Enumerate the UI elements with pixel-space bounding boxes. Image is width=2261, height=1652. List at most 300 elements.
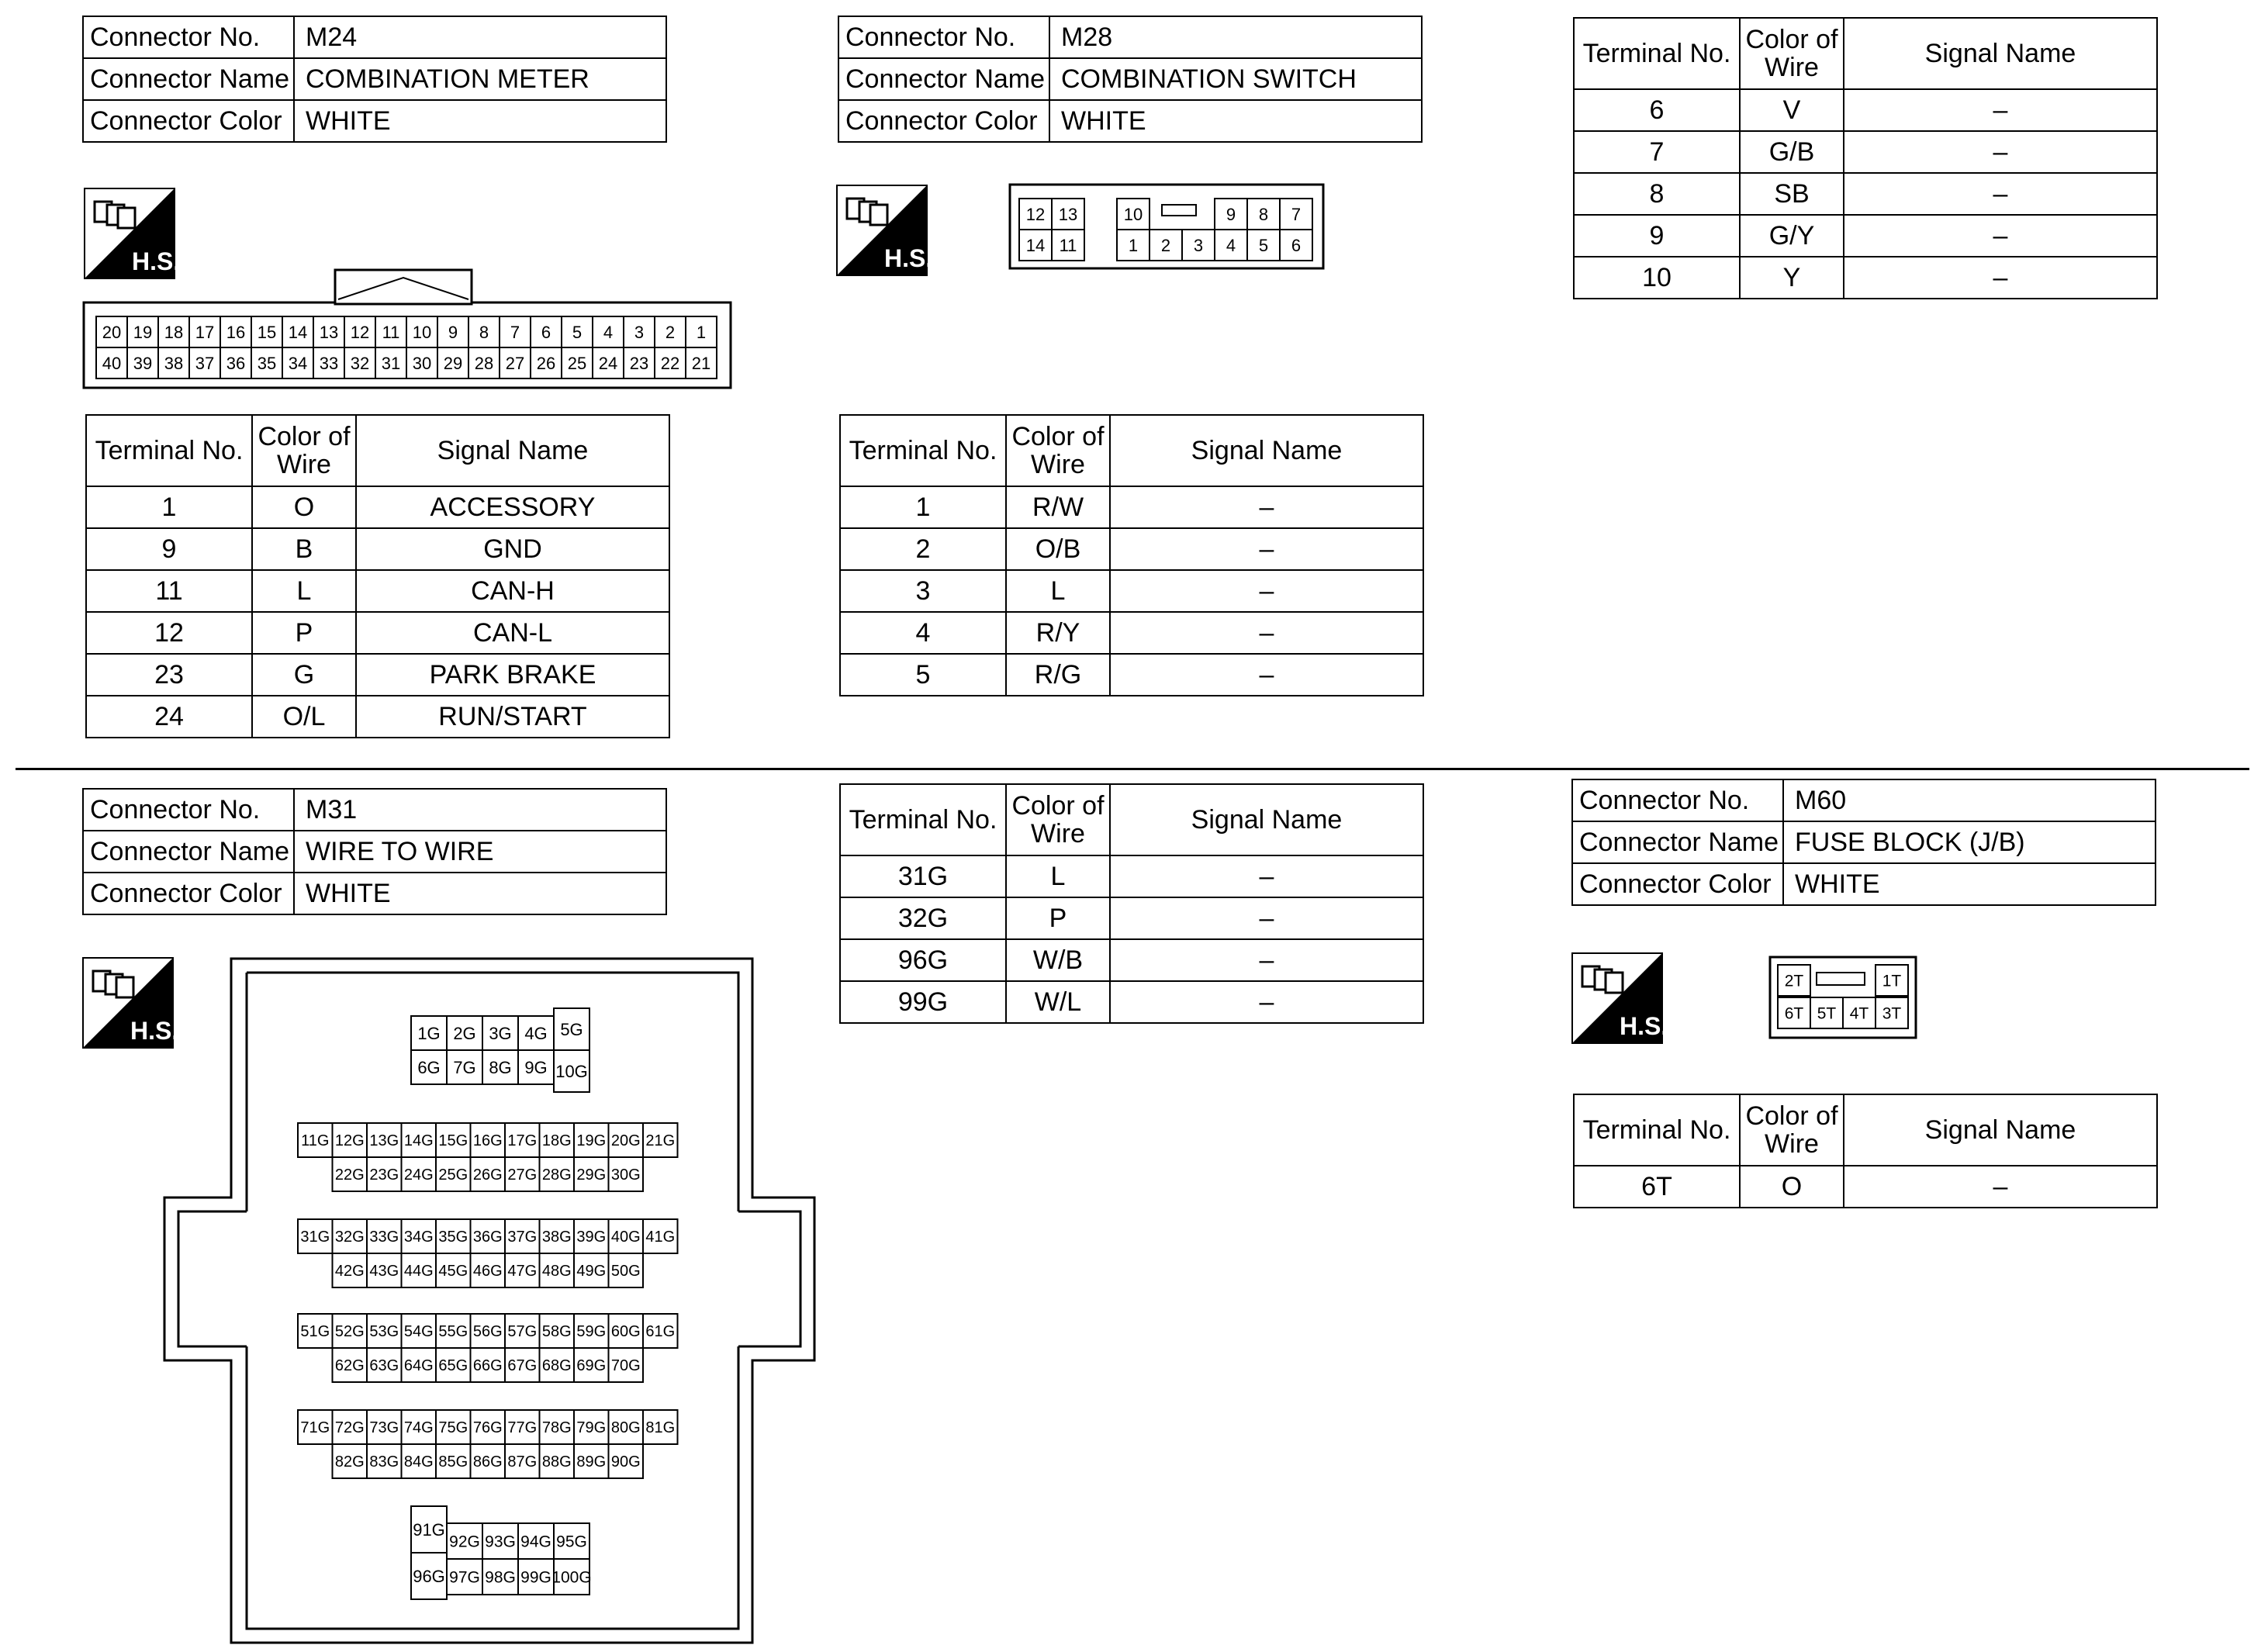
terminal-label: 31	[381, 353, 401, 373]
terminal-label: 12	[1025, 204, 1046, 224]
terminal-no: 99G	[840, 981, 1006, 1023]
table-row	[1574, 215, 2157, 257]
table-row	[840, 855, 1423, 897]
terminal-label: 72G	[334, 1419, 365, 1437]
connector-no-label: Connector No.	[83, 789, 294, 831]
m24-connector-face	[82, 264, 734, 389]
header-terminal-no: Terminal No.	[840, 415, 1006, 486]
terminal-label: 25G	[438, 1166, 468, 1184]
m31-terminal-table	[839, 783, 1424, 1024]
terminal-label: 64G	[403, 1357, 434, 1375]
table-row	[1574, 89, 2157, 131]
terminal-label: 9	[448, 322, 458, 342]
wire-color: W/B	[1006, 939, 1110, 981]
terminal-label: 95G	[556, 1533, 587, 1551]
terminal-label: 12G	[334, 1132, 365, 1150]
terminal-label: 3T	[1882, 1004, 1902, 1023]
terminal-label: 28G	[541, 1166, 572, 1184]
terminal-label: 68G	[541, 1357, 572, 1375]
terminal-no: 11	[86, 570, 252, 612]
header-wire-color: Color of Wire	[1740, 1094, 1844, 1166]
signal-name: –	[1844, 1166, 2157, 1208]
table-row	[86, 696, 669, 738]
signal-name: –	[1844, 215, 2157, 257]
connector-no-label: Connector No.	[83, 16, 294, 58]
terminal-label: 10	[412, 322, 432, 342]
terminal-no: 3	[840, 570, 1006, 612]
terminal-label: 70G	[610, 1357, 641, 1375]
m28-terminal-table-continued	[1573, 17, 2158, 299]
terminal-label: 15G	[438, 1132, 468, 1150]
terminal-label: 17	[195, 322, 215, 342]
m24-terminal-table	[85, 414, 670, 738]
terminal-label: 81G	[645, 1419, 676, 1437]
m24-connector-info	[82, 16, 667, 143]
connector-name: WIRE TO WIRE	[294, 831, 666, 873]
table-row	[86, 612, 669, 654]
terminal-no: 32G	[840, 897, 1006, 939]
terminal-label: 26	[536, 353, 556, 373]
wire-color: R/W	[1006, 486, 1110, 528]
signal-name: ACCESSORY	[356, 486, 669, 528]
terminal-label: 98G	[485, 1568, 516, 1587]
terminal-label: 44G	[403, 1263, 434, 1280]
terminal-no: 6	[1574, 89, 1740, 131]
signal-name: –	[1110, 654, 1423, 696]
terminal-label: 1	[696, 322, 707, 342]
terminal-label: 54G	[403, 1323, 434, 1341]
terminal-label: 8	[479, 322, 489, 342]
m28-connector-info	[838, 16, 1423, 143]
table-row	[1574, 173, 2157, 215]
table-row	[840, 897, 1423, 939]
terminal-label: 36G	[472, 1229, 503, 1246]
terminal-label: 14	[1025, 235, 1046, 255]
signal-name: –	[1110, 855, 1423, 897]
terminal-label: 5G	[560, 1019, 583, 1039]
terminal-label: 96G	[413, 1566, 445, 1586]
terminal-label: 11G	[301, 1132, 330, 1150]
wire-color: L	[1006, 855, 1110, 897]
terminal-no: 96G	[840, 939, 1006, 981]
terminal-label: 92G	[449, 1533, 480, 1551]
terminal-label: 58G	[541, 1323, 572, 1341]
terminal-label: 85G	[438, 1453, 468, 1471]
section-divider	[16, 768, 2249, 770]
terminal-label: 53G	[369, 1323, 399, 1341]
terminal-label: 6	[1291, 235, 1302, 255]
terminal-label: 79G	[576, 1419, 607, 1437]
terminal-label: 4	[603, 322, 614, 342]
signal-name: –	[1844, 257, 2157, 299]
wire-color: Y	[1740, 257, 1844, 299]
terminal-label: 69G	[576, 1357, 607, 1375]
connector-name: COMBINATION SWITCH	[1049, 58, 1422, 100]
connector-no: M28	[1049, 16, 1422, 58]
header-wire-color: Color of Wire	[1006, 784, 1110, 855]
terminal-label: 32G	[334, 1229, 365, 1246]
hs-label: H.S.	[884, 244, 933, 272]
terminal-label: 74G	[403, 1419, 434, 1437]
terminal-label: 10	[1123, 204, 1143, 224]
wire-color: L	[252, 570, 356, 612]
terminal-label: 6G	[417, 1057, 441, 1077]
terminal-label: 100G	[551, 1568, 592, 1587]
terminal-label: 61G	[645, 1323, 676, 1341]
terminal-no: 6T	[1574, 1166, 1740, 1208]
connector-color: WHITE	[1783, 863, 2156, 905]
terminal-label: 41G	[645, 1229, 676, 1246]
terminal-no: 10	[1574, 257, 1740, 299]
m60-connector-face	[1768, 956, 1920, 1041]
terminal-label: 4G	[524, 1023, 548, 1043]
terminal-label: 32	[350, 353, 370, 373]
terminal-label: 43G	[369, 1263, 399, 1280]
connector-color: WHITE	[294, 873, 666, 914]
signal-name: –	[1110, 486, 1423, 528]
terminal-label: 75G	[438, 1419, 468, 1437]
connector-no-label: Connector No.	[1572, 779, 1783, 821]
terminal-label: 71G	[300, 1419, 330, 1437]
terminal-label: 29G	[576, 1166, 607, 1184]
terminal-label: 2	[665, 322, 676, 342]
signal-name: –	[1110, 612, 1423, 654]
wire-color: G/Y	[1740, 215, 1844, 257]
terminal-label: 23G	[369, 1166, 399, 1184]
terminal-label: 5T	[1817, 1004, 1837, 1023]
terminal-label: 3	[1193, 235, 1204, 255]
signal-name: –	[1844, 173, 2157, 215]
terminal-label: 35	[257, 353, 277, 373]
table-row	[86, 528, 669, 570]
terminal-label: 22G	[334, 1166, 365, 1184]
terminal-label: 9	[1226, 204, 1236, 224]
terminal-label: 7	[1291, 204, 1302, 224]
terminal-label: 48G	[541, 1263, 572, 1280]
terminal-label: 21	[691, 353, 711, 373]
connector-name-label: Connector Name	[83, 831, 294, 873]
hs-label: H.S.	[1620, 1012, 1668, 1040]
table-row	[86, 570, 669, 612]
header-signal-name: Signal Name	[1844, 1094, 2157, 1166]
header-signal-name: Signal Name	[1110, 784, 1423, 855]
terminal-label: 7	[510, 322, 520, 342]
wire-color: L	[1006, 570, 1110, 612]
terminal-label: 89G	[576, 1453, 607, 1471]
terminal-label: 31G	[300, 1229, 330, 1246]
header-terminal-no: Terminal No.	[840, 784, 1006, 855]
terminal-label: 42G	[334, 1263, 365, 1280]
header-wire-color: Color of Wire	[1740, 18, 1844, 89]
terminal-label: 93G	[485, 1533, 516, 1551]
terminal-label: 13G	[369, 1132, 399, 1150]
terminal-label: 52G	[334, 1323, 365, 1341]
terminal-label: 91G	[413, 1519, 445, 1540]
terminal-label: 2G	[453, 1023, 476, 1043]
header-terminal-no: Terminal No.	[1574, 1094, 1740, 1166]
terminal-label: 7G	[453, 1057, 476, 1077]
signal-name: RUN/START	[356, 696, 669, 738]
terminal-label: 57G	[507, 1323, 538, 1341]
terminal-label: 90G	[610, 1453, 641, 1471]
terminal-no: 24	[86, 696, 252, 738]
terminal-no: 4	[840, 612, 1006, 654]
table-row	[86, 654, 669, 696]
wire-color: O	[1740, 1166, 1844, 1208]
terminal-label: 51G	[300, 1323, 330, 1341]
header-terminal-no: Terminal No.	[86, 415, 252, 486]
wire-color: W/L	[1006, 981, 1110, 1023]
signal-name: –	[1110, 981, 1423, 1023]
header-signal-name: Signal Name	[1844, 18, 2157, 89]
terminal-label: 4T	[1849, 1004, 1869, 1023]
table-row	[1574, 1166, 2157, 1208]
connector-no: M60	[1783, 779, 2156, 821]
table-row	[86, 486, 669, 528]
terminal-label: 2	[1160, 235, 1171, 255]
connector-color-label: Connector Color	[83, 100, 294, 142]
terminal-label: 73G	[369, 1419, 399, 1437]
wire-color: G/B	[1740, 131, 1844, 173]
connector-name-label: Connector Name	[838, 58, 1049, 100]
terminal-label: 39	[133, 353, 153, 373]
terminal-label: 99G	[520, 1568, 551, 1587]
terminal-label: 28	[474, 353, 494, 373]
wire-color: G	[252, 654, 356, 696]
terminal-label: 6	[541, 322, 551, 342]
terminal-label: 38	[164, 353, 184, 373]
terminal-label: 50G	[610, 1263, 641, 1280]
harness-side-icon	[1571, 952, 1668, 1044]
terminal-label: 88G	[541, 1453, 572, 1471]
wire-color: O/B	[1006, 528, 1110, 570]
terminal-label: 18G	[541, 1132, 572, 1150]
terminal-label: 34	[288, 353, 308, 373]
header-signal-name: Signal Name	[1110, 415, 1423, 486]
header-wire-color: Color of Wire	[252, 415, 356, 486]
table-row	[840, 570, 1423, 612]
terminal-label: 24	[598, 353, 618, 373]
connector-name: COMBINATION METER	[294, 58, 666, 100]
terminal-label: 66G	[472, 1357, 503, 1375]
wire-color: P	[1006, 897, 1110, 939]
table-row	[1574, 257, 2157, 299]
signal-name: –	[1110, 570, 1423, 612]
terminal-label: 37	[195, 353, 215, 373]
terminal-label: 15	[257, 322, 277, 342]
terminal-label: 5	[1258, 235, 1269, 255]
terminal-label: 76G	[472, 1419, 503, 1437]
terminal-label: 1T	[1882, 972, 1902, 990]
terminal-label: 25	[567, 353, 587, 373]
terminal-label: 62G	[334, 1357, 365, 1375]
terminal-label: 16G	[472, 1132, 503, 1150]
terminal-label: 13	[1058, 204, 1078, 224]
terminal-label: 30	[412, 353, 432, 373]
wire-color: V	[1740, 89, 1844, 131]
terminal-no: 8	[1574, 173, 1740, 215]
terminal-label: 22	[660, 353, 680, 373]
terminal-label: 97G	[449, 1568, 480, 1587]
terminal-label: 83G	[369, 1453, 399, 1471]
terminal-label: 6T	[1784, 1004, 1804, 1023]
terminal-label: 29	[443, 353, 463, 373]
terminal-no: 9	[86, 528, 252, 570]
connector-color-label: Connector Color	[838, 100, 1049, 142]
terminal-label: 14G	[403, 1132, 434, 1150]
signal-name: PARK BRAKE	[356, 654, 669, 696]
header-signal-name: Signal Name	[356, 415, 669, 486]
header-terminal-no: Terminal No.	[1574, 18, 1740, 89]
harness-side-icon	[82, 957, 179, 1049]
terminal-label: 40	[102, 353, 122, 373]
terminal-label: 13	[319, 322, 339, 342]
terminal-label: 1G	[417, 1023, 441, 1043]
table-row	[1574, 131, 2157, 173]
terminal-no: 1	[86, 486, 252, 528]
terminal-no: 31G	[840, 855, 1006, 897]
terminal-label: 40G	[610, 1229, 641, 1246]
terminal-label: 39G	[576, 1229, 607, 1246]
wire-color: SB	[1740, 173, 1844, 215]
terminal-label: 23	[629, 353, 649, 373]
terminal-label: 18	[164, 322, 184, 342]
terminal-label: 46G	[472, 1263, 503, 1280]
wire-color: O	[252, 486, 356, 528]
terminal-no: 5	[840, 654, 1006, 696]
terminal-label: 30G	[610, 1166, 641, 1184]
terminal-label: 80G	[610, 1419, 641, 1437]
terminal-label: 20G	[610, 1132, 641, 1150]
terminal-no: 7	[1574, 131, 1740, 173]
terminal-label: 27	[505, 353, 525, 373]
terminal-label: 63G	[369, 1357, 399, 1375]
terminal-label: 16	[226, 322, 246, 342]
terminal-label: 14	[288, 322, 308, 342]
table-row	[840, 486, 1423, 528]
m28-connector-face	[1008, 181, 1326, 271]
terminal-label: 33	[319, 353, 339, 373]
wire-color: B	[252, 528, 356, 570]
harness-side-icon	[836, 185, 933, 276]
terminal-label: 45G	[438, 1263, 468, 1280]
signal-name: –	[1110, 528, 1423, 570]
terminal-label: 49G	[576, 1263, 607, 1280]
terminal-label: 5	[572, 322, 583, 342]
table-row	[840, 612, 1423, 654]
terminal-no: 1	[840, 486, 1006, 528]
signal-name: –	[1844, 131, 2157, 173]
connector-name-label: Connector Name	[83, 58, 294, 100]
m31-connector-face	[161, 956, 818, 1646]
terminal-label: 17G	[507, 1132, 538, 1150]
terminal-no: 12	[86, 612, 252, 654]
connector-name-label: Connector Name	[1572, 821, 1783, 863]
terminal-label: 1	[1128, 235, 1139, 255]
terminal-label: 21G	[645, 1132, 676, 1150]
connector-color-label: Connector Color	[83, 873, 294, 914]
terminal-label: 27G	[507, 1166, 538, 1184]
m60-terminal-table	[1573, 1094, 2158, 1208]
terminal-label: 20	[102, 322, 122, 342]
terminal-label: 12	[350, 322, 370, 342]
table-row	[840, 981, 1423, 1023]
terminal-label: 60G	[610, 1323, 641, 1341]
terminal-label: 24G	[403, 1166, 434, 1184]
table-row	[840, 939, 1423, 981]
terminal-label: 59G	[576, 1323, 607, 1341]
terminal-label: 3G	[489, 1023, 512, 1043]
terminal-label: 19G	[576, 1132, 607, 1150]
terminal-label: 26G	[472, 1166, 503, 1184]
terminal-label: 37G	[507, 1229, 538, 1246]
connector-color: WHITE	[1049, 100, 1422, 142]
connector-color-label: Connector Color	[1572, 863, 1783, 905]
signal-name: CAN-L	[356, 612, 669, 654]
terminal-label: 33G	[369, 1229, 399, 1246]
terminal-label: 67G	[507, 1357, 538, 1375]
terminal-label: 35G	[438, 1229, 468, 1246]
terminal-label: 94G	[520, 1533, 551, 1551]
wire-color: R/G	[1006, 654, 1110, 696]
table-row	[840, 528, 1423, 570]
header-wire-color: Color of Wire	[1006, 415, 1110, 486]
wire-color: P	[252, 612, 356, 654]
terminal-label: 36	[226, 353, 246, 373]
hs-label: H.S.	[130, 1017, 179, 1045]
m28-terminal-table	[839, 414, 1424, 696]
connector-no: M31	[294, 789, 666, 831]
terminal-label: 8G	[489, 1057, 512, 1077]
terminal-label: 11	[382, 322, 400, 342]
terminal-label: 55G	[438, 1323, 468, 1341]
signal-name: –	[1110, 897, 1423, 939]
terminal-label: 65G	[438, 1357, 468, 1375]
wire-color: O/L	[252, 696, 356, 738]
signal-name: –	[1844, 89, 2157, 131]
terminal-label: 56G	[472, 1323, 503, 1341]
terminal-label: 8	[1258, 204, 1269, 224]
terminal-label: 10G	[555, 1061, 588, 1081]
terminal-label: 2T	[1784, 972, 1804, 990]
terminal-label: 3	[634, 322, 645, 342]
signal-name: GND	[356, 528, 669, 570]
connector-name: FUSE BLOCK (J/B)	[1783, 821, 2156, 863]
terminal-label: 9G	[524, 1057, 548, 1077]
connector-color: WHITE	[294, 100, 666, 142]
terminal-label: 34G	[403, 1229, 434, 1246]
terminal-no: 2	[840, 528, 1006, 570]
signal-name: –	[1110, 939, 1423, 981]
terminal-label: 87G	[507, 1453, 538, 1471]
terminal-label: 78G	[541, 1419, 572, 1437]
table-row	[840, 654, 1423, 696]
m60-connector-info	[1571, 779, 2156, 906]
m31-connector-info	[82, 788, 667, 915]
terminal-label: 77G	[507, 1419, 538, 1437]
wire-color: R/Y	[1006, 612, 1110, 654]
terminal-label: 4	[1226, 235, 1236, 255]
terminal-label: 19	[133, 322, 153, 342]
terminal-label: 11	[1059, 235, 1077, 255]
terminal-no: 23	[86, 654, 252, 696]
terminal-no: 9	[1574, 215, 1740, 257]
hs-label: H.S.	[132, 247, 181, 275]
signal-name: CAN-H	[356, 570, 669, 612]
terminal-label: 47G	[507, 1263, 538, 1280]
terminal-label: 82G	[334, 1453, 365, 1471]
terminal-label: 84G	[403, 1453, 434, 1471]
